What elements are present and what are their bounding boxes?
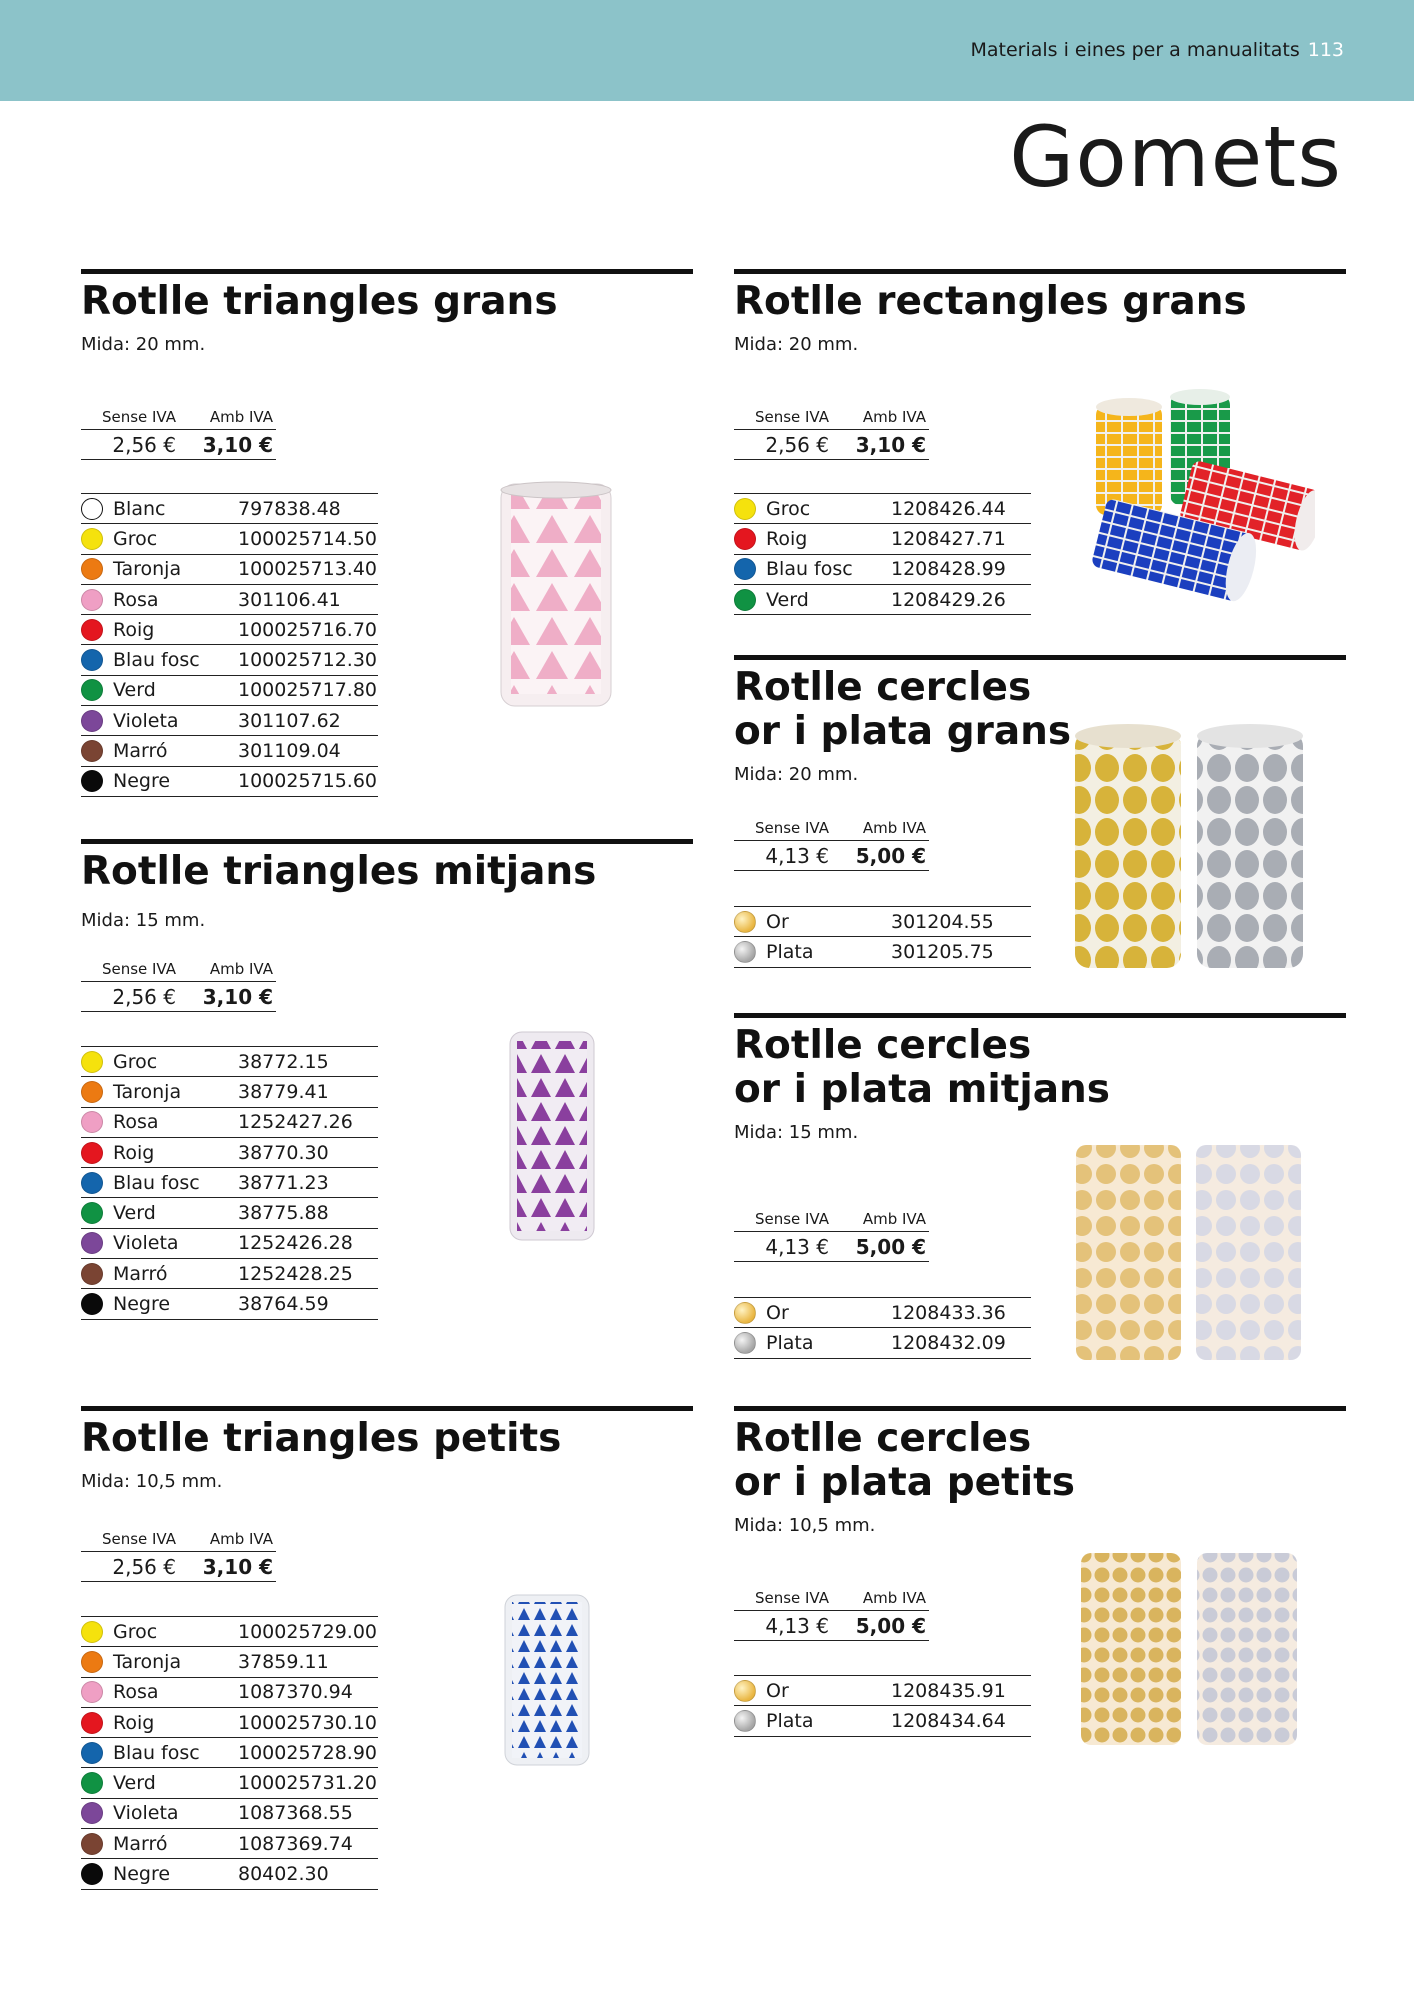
color-code-row [81, 1108, 378, 1138]
color-code-row [734, 585, 1031, 615]
color-name: Rosa [113, 1681, 159, 1704]
product-code: 100025714.50 [238, 527, 378, 550]
price-with-vat: 5,00 € [855, 844, 926, 868]
product-code: 100025728.90 [238, 1741, 378, 1764]
color-code-row [734, 907, 1031, 937]
color-code-row [734, 1328, 1031, 1358]
price-table [734, 1210, 929, 1262]
color-code-row [81, 1678, 378, 1708]
color-name: Violeta [113, 1232, 179, 1255]
product-code: 1208429.26 [891, 588, 1006, 611]
product-code: 38770.30 [238, 1141, 329, 1164]
product-code: 1208426.44 [891, 497, 1006, 520]
color-swatch-verd [734, 589, 756, 611]
color-code-row [81, 1289, 378, 1319]
price-table [734, 1589, 929, 1641]
color-code-row [81, 555, 378, 585]
product-image-pink-triangle-roll [495, 478, 620, 713]
color-name: Rosa [113, 1111, 159, 1134]
price-table [734, 819, 929, 871]
product-title: Rotlle rectangles grans [734, 279, 1247, 324]
color-code-row [734, 1676, 1031, 1706]
color-code-row [81, 1617, 378, 1647]
color-code-row [81, 1047, 378, 1077]
color-swatch-negre [81, 770, 103, 792]
color-code-row [81, 645, 378, 675]
color-swatch-roig [81, 1712, 103, 1734]
color-swatch-marro [81, 1263, 103, 1285]
product-code: 37859.11 [238, 1650, 329, 1673]
color-name: Verd [113, 1772, 156, 1795]
price-without-vat: 4,13 € [765, 844, 829, 868]
color-swatch-groc [81, 1051, 103, 1073]
product-code: 301109.04 [238, 740, 341, 763]
color-code-row [81, 1829, 378, 1859]
color-code-row [81, 1077, 378, 1107]
product-title: Rotlle triangles mitjans [81, 849, 597, 894]
color-code-row [81, 736, 378, 766]
product-title: Rotlle cercles or i plata mitjans [734, 1023, 1111, 1112]
price-header-without-vat: Sense IVA [101, 1530, 176, 1548]
product-code: 1208433.36 [891, 1301, 1006, 1324]
color-code-row [81, 767, 378, 797]
price-header-without-vat: Sense IVA [754, 819, 829, 837]
color-code-row [81, 1647, 378, 1677]
product-size: Mida: 10,5 mm. [81, 1471, 223, 1492]
color-name: Groc [113, 1620, 158, 1643]
color-name: Or [766, 910, 789, 933]
price-header-without-vat: Sense IVA [754, 1210, 829, 1228]
color-swatch-verd [81, 1772, 103, 1794]
color-swatch-plata [734, 1332, 756, 1354]
color-code-row [81, 706, 378, 736]
color-name: Blau fosc [113, 1741, 200, 1764]
color-swatch-roig [81, 619, 103, 641]
product-code: 1208428.99 [891, 558, 1006, 581]
product-code: 100025713.40 [238, 558, 378, 581]
price-header-with-vat: Amb IVA [862, 819, 926, 837]
color-code-list [734, 1675, 1031, 1737]
price-table [81, 1530, 276, 1582]
product-image-rectangle-rolls [1090, 385, 1315, 610]
price-with-vat: 3,10 € [855, 433, 926, 457]
color-swatch-plata [734, 1710, 756, 1732]
color-code-row [81, 1708, 378, 1738]
product-code: 100025716.70 [238, 618, 378, 641]
color-swatch-negre [81, 1863, 103, 1885]
color-swatch-negre [81, 1293, 103, 1315]
price-header-with-vat: Amb IVA [209, 1530, 273, 1548]
price-without-vat: 2,56 € [112, 985, 176, 1009]
color-code-list [81, 493, 378, 797]
product-code: 797838.48 [238, 497, 341, 520]
product-block-rectangles-grans [734, 269, 1346, 355]
color-code-row [81, 524, 378, 554]
price-table [734, 408, 929, 460]
color-code-row [734, 524, 1031, 554]
color-code-row [81, 1229, 378, 1259]
color-code-list [81, 1616, 378, 1890]
price-with-vat: 3,10 € [202, 433, 273, 457]
color-name: Blau fosc [766, 558, 853, 581]
color-name: Roig [766, 527, 808, 550]
product-code: 1208427.71 [891, 527, 1006, 550]
color-name: Verd [113, 679, 156, 702]
color-swatch-roig [734, 528, 756, 550]
product-code: 100025712.30 [238, 649, 378, 672]
color-code-row [81, 585, 378, 615]
color-code-list [734, 493, 1031, 615]
color-name: Blau fosc [113, 1171, 200, 1194]
color-name: Roig [113, 1711, 155, 1734]
color-swatch-rosa [81, 1111, 103, 1133]
color-code-row [81, 1198, 378, 1228]
color-code-row [81, 676, 378, 706]
color-swatch-marro [81, 1833, 103, 1855]
color-name: Plata [766, 1709, 814, 1732]
color-code-list [81, 1046, 378, 1320]
color-name: Marró [113, 740, 168, 763]
color-name: Verd [113, 1202, 156, 1225]
color-swatch-groc [81, 528, 103, 550]
color-swatch-roig [81, 1142, 103, 1164]
color-name: Groc [113, 1050, 158, 1073]
product-image-circle-rolls-large [1065, 720, 1315, 975]
product-code: 1208432.09 [891, 1331, 1006, 1354]
product-code: 80402.30 [238, 1863, 329, 1886]
color-code-row [734, 494, 1031, 524]
product-code: 1208435.91 [891, 1679, 1006, 1702]
color-code-row [734, 1706, 1031, 1736]
header-bar [0, 0, 1414, 101]
color-code-list [734, 1297, 1031, 1359]
section-label: Materials i eines per a manualitats [970, 39, 1300, 61]
price-header-with-vat: Amb IVA [862, 408, 926, 426]
price-without-vat: 4,13 € [765, 1235, 829, 1259]
price-with-vat: 5,00 € [855, 1614, 926, 1638]
color-swatch-rosa [81, 589, 103, 611]
color-swatch-taronja [81, 1081, 103, 1103]
price-with-vat: 3,10 € [202, 1555, 273, 1579]
color-name: Violeta [113, 1802, 179, 1825]
color-name: Blau fosc [113, 649, 200, 672]
color-code-row [81, 1738, 378, 1768]
color-name: Plata [766, 1331, 814, 1354]
color-name: Roig [113, 1141, 155, 1164]
product-code: 38779.41 [238, 1080, 329, 1103]
color-code-row [81, 494, 378, 524]
price-with-vat: 5,00 € [855, 1235, 926, 1259]
color-swatch-taronja [81, 558, 103, 580]
product-code: 100025715.60 [238, 770, 378, 793]
color-swatch-or [734, 1680, 756, 1702]
product-code: 1252428.25 [238, 1262, 353, 1285]
price-without-vat: 2,56 € [112, 433, 176, 457]
color-code-row [734, 1298, 1031, 1328]
color-code-row [734, 937, 1031, 967]
color-swatch-plata [734, 941, 756, 963]
product-code: 301205.75 [891, 940, 994, 963]
color-swatch-groc [81, 1621, 103, 1643]
product-code: 1252426.28 [238, 1232, 353, 1255]
page-title: Gomets [1009, 108, 1342, 206]
product-code: 38764.59 [238, 1293, 329, 1316]
color-code-list [734, 906, 1031, 968]
color-code-row [734, 555, 1031, 585]
color-name: Negre [113, 1293, 171, 1316]
price-without-vat: 2,56 € [765, 433, 829, 457]
color-name: Taronja [113, 558, 182, 581]
product-size: Mida: 20 mm. [734, 334, 859, 355]
product-block-triangles-grans [81, 269, 693, 355]
product-title: Rotlle triangles grans [81, 279, 558, 324]
color-swatch-blau_fosc [81, 1172, 103, 1194]
color-name: Blanc [113, 497, 166, 520]
color-name: Verd [766, 588, 809, 611]
product-code: 301106.41 [238, 588, 341, 611]
color-code-row [81, 1138, 378, 1168]
price-header-with-vat: Amb IVA [209, 960, 273, 978]
product-code: 38772.15 [238, 1050, 329, 1073]
color-swatch-or [734, 1302, 756, 1324]
color-swatch-groc [734, 498, 756, 520]
color-swatch-taronja [81, 1651, 103, 1673]
color-code-row [81, 615, 378, 645]
color-name: Marró [113, 1262, 168, 1285]
color-swatch-blau_fosc [734, 558, 756, 580]
price-header-without-vat: Sense IVA [101, 408, 176, 426]
product-code: 1087369.74 [238, 1832, 353, 1855]
color-code-row [81, 1859, 378, 1889]
price-header-without-vat: Sense IVA [754, 1589, 829, 1607]
color-swatch-verd [81, 679, 103, 701]
product-title: Rotlle cercles or i plata petits [734, 1416, 1075, 1505]
color-name: Taronja [113, 1650, 182, 1673]
color-name: Roig [113, 618, 155, 641]
color-name: Taronja [113, 1080, 182, 1103]
price-table [81, 408, 276, 460]
product-code: 100025717.80 [238, 679, 378, 702]
color-name: Groc [766, 497, 811, 520]
product-image-circle-rolls-small [1075, 1545, 1315, 1750]
price-header-with-vat: Amb IVA [209, 408, 273, 426]
color-name: Violeta [113, 709, 179, 732]
price-header-with-vat: Amb IVA [862, 1589, 926, 1607]
color-name: Rosa [113, 588, 159, 611]
product-size: Mida: 15 mm. [81, 910, 206, 931]
price-header-without-vat: Sense IVA [754, 408, 829, 426]
product-image-violet-triangle-roll [505, 1027, 600, 1247]
product-code: 301204.55 [891, 910, 994, 933]
color-swatch-marro [81, 740, 103, 762]
color-code-row [81, 1259, 378, 1289]
price-header-with-vat: Amb IVA [862, 1210, 926, 1228]
color-code-row [81, 1168, 378, 1198]
price-table [81, 960, 276, 1012]
color-name: Marró [113, 1832, 168, 1855]
product-code: 38771.23 [238, 1171, 329, 1194]
color-swatch-blanc [81, 498, 103, 520]
product-code: 100025729.00 [238, 1620, 378, 1643]
price-without-vat: 2,56 € [112, 1555, 176, 1579]
color-code-row [81, 1768, 378, 1798]
product-image-blue-triangle-roll [500, 1590, 595, 1770]
product-code: 1252427.26 [238, 1111, 353, 1134]
price-header-without-vat: Sense IVA [101, 960, 176, 978]
color-code-row [81, 1799, 378, 1829]
product-block-cercles-mitjans [734, 1013, 1346, 1143]
color-name: Negre [113, 1863, 171, 1886]
product-code: 1087370.94 [238, 1681, 353, 1704]
product-size: Mida: 20 mm. [81, 334, 206, 355]
product-size: Mida: 15 mm. [734, 1122, 859, 1143]
color-swatch-violeta [81, 1802, 103, 1824]
product-size: Mida: 20 mm. [734, 764, 859, 785]
color-swatch-or [734, 911, 756, 933]
product-size: Mida: 10,5 mm. [734, 1515, 876, 1536]
color-swatch-violeta [81, 1232, 103, 1254]
product-code: 100025730.10 [238, 1711, 378, 1734]
color-swatch-blau_fosc [81, 1742, 103, 1764]
color-name: Plata [766, 940, 814, 963]
product-block-triangles-petits [81, 1406, 693, 1492]
product-block-cercles-petits [734, 1406, 1346, 1536]
page-number: 113 [1307, 39, 1344, 61]
color-name: Or [766, 1679, 789, 1702]
color-name: Groc [113, 527, 158, 550]
color-name: Negre [113, 770, 171, 793]
color-name: Or [766, 1301, 789, 1324]
section-title [970, 39, 1344, 61]
price-with-vat: 3,10 € [202, 985, 273, 1009]
product-image-circle-rolls-medium [1070, 1135, 1315, 1365]
price-without-vat: 4,13 € [765, 1614, 829, 1638]
color-swatch-blau_fosc [81, 649, 103, 671]
product-block-triangles-mitjans [81, 839, 693, 931]
product-code: 1208434.64 [891, 1709, 1006, 1732]
product-code: 38775.88 [238, 1202, 329, 1225]
color-swatch-verd [81, 1202, 103, 1224]
color-swatch-violeta [81, 710, 103, 732]
product-title: Rotlle triangles petits [81, 1416, 562, 1461]
product-code: 1087368.55 [238, 1802, 353, 1825]
product-title: Rotlle cercles or i plata grans [734, 665, 1072, 754]
product-code: 301107.62 [238, 709, 341, 732]
product-code: 100025731.20 [238, 1772, 378, 1795]
color-swatch-rosa [81, 1681, 103, 1703]
